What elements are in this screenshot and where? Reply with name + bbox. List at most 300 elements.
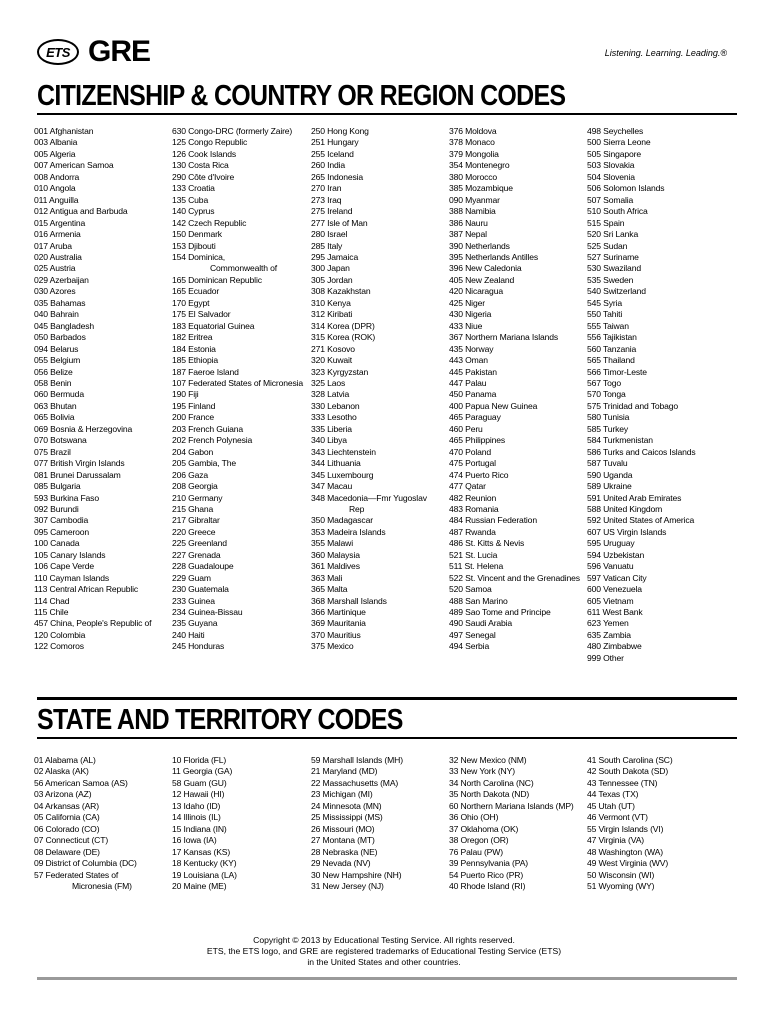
state-code-entry: Micronesia (FM) [72, 880, 132, 891]
country-code-entry: 335 Liberia [311, 423, 352, 434]
country-code-entry: 315 Korea (ROK) [311, 332, 376, 343]
country-code-entry: 175 El Salvador [172, 309, 231, 320]
country-code-entry: 085 Bulgaria [34, 481, 81, 492]
state-code-entry: 30 New Hampshire (NH) [311, 869, 402, 880]
country-code-entry: 122 Comoros [34, 641, 84, 652]
country-code-entry: 275 Ireland [311, 206, 353, 217]
country-code-entry: 008 Andorra [34, 171, 80, 182]
page-header [37, 36, 727, 72]
country-code-entry: 585 Turkey [587, 423, 629, 434]
country-code-entry: 465 Paraguay [449, 412, 501, 423]
country-code-entry: 075 Brazil [34, 446, 71, 457]
country-code-entry: 503 Slovakia [587, 160, 635, 171]
country-code-entry: 011 Anguilla [34, 194, 79, 205]
country-code-entry: 323 Kyrgyzstan [311, 366, 369, 377]
country-code-entry: 635 Zambia [587, 629, 631, 640]
country-code-entry: 487 Rwanda [449, 526, 496, 537]
country-code-entry: 325 Laos [311, 377, 346, 388]
country-code-entry: 113 Central African Republic [34, 584, 139, 595]
country-code-entry: 348 Macedonia—Fmr Yugoslav [311, 492, 427, 503]
country-code-entry: 280 Israel [311, 229, 348, 240]
country-code-entry: 430 Nigeria [449, 309, 492, 320]
country-code-entry: 450 Panama [449, 389, 497, 400]
state-code-entry: 02 Alaska (AK) [34, 766, 89, 777]
country-code-entry: 405 New Zealand [449, 274, 515, 285]
country-code-entry: 140 Cyprus [172, 206, 215, 217]
country-code-entry: 204 Gabon [172, 446, 214, 457]
country-column-2 [172, 126, 303, 653]
country-code-entry: 290 Côte d'Ivoire [172, 171, 235, 182]
country-code-entry: 255 Iceland [311, 148, 354, 159]
state-code-entry: 45 Utah (UT) [587, 800, 635, 811]
country-code-entry: 520 Samoa [449, 584, 492, 595]
country-code-entry: 575 Trinidad and Tobago [587, 400, 679, 411]
country-code-entry: 378 Monaco [449, 137, 495, 148]
country-code-entry: 012 Antigua and Barbuda [34, 206, 128, 217]
country-code-entry: 150 Denmark [172, 229, 222, 240]
country-code-entry: 350 Madagascar [311, 515, 373, 526]
country-code-entry: 025 Austria [34, 263, 76, 274]
country-code-entry: 110 Cayman Islands [34, 572, 110, 583]
copyright-footer [0, 935, 768, 968]
country-code-entry: 208 Georgia [172, 481, 218, 492]
state-code-entry: 35 North Dakota (ND) [449, 789, 530, 800]
country-code-entry: 015 Argentina [34, 217, 86, 228]
country-code-entry: 040 Bahrain [34, 309, 79, 320]
state-code-entry: 05 California (CA) [34, 812, 100, 823]
country-code-entry: 195 Finland [172, 400, 216, 411]
country-code-entry: 340 Libya [311, 435, 347, 446]
country-code-entry: 365 Malta [311, 584, 348, 595]
country-code-entry: 505 Singapore [587, 148, 641, 159]
country-code-entry: 058 Benin [34, 377, 72, 388]
country-code-entry: 588 United Kingdom [587, 503, 663, 514]
country-code-entry: 343 Liechtenstein [311, 446, 376, 457]
country-code-entry: 368 Marshall Islands [311, 595, 387, 606]
country-code-entry: 271 Kosovo [311, 343, 355, 354]
country-code-entry: 376 Moldova [449, 126, 497, 136]
state-code-entry: 48 Washington (WA) [587, 846, 663, 857]
state-code-entry: 60 Northern Mariana Islands (MP) [449, 800, 574, 811]
country-code-entry: 580 Tunisia [587, 412, 630, 423]
state-code-entry: 37 Oklahoma (OK) [449, 823, 519, 834]
country-code-entry: 165 Dominican Republic [172, 274, 262, 285]
country-code-entry: 567 Togo [587, 377, 622, 388]
country-code-entry: 050 Barbados [34, 332, 86, 343]
country-code-entry: 010 Angola [34, 183, 76, 194]
country-code-entry: 630 Congo-DRC (formerly Zaire) [172, 126, 293, 136]
country-section-title: CITIZENSHIP & COUNTRY OR REGION CODES [37, 80, 566, 112]
country-code-entry: 273 Iraq [311, 194, 342, 205]
country-code-entry: 504 Slovenia [587, 171, 635, 182]
country-code-entry: 190 Fiji [172, 389, 199, 400]
country-code-entry: 185 Ethiopia [172, 355, 218, 366]
country-code-entry: 227 Grenada [172, 549, 221, 560]
state-code-entry: 20 Maine (ME) [172, 880, 227, 891]
country-code-entry: 165 Ecuador [172, 286, 220, 297]
state-code-entry: 25 Mississippi (MS) [311, 812, 383, 823]
country-column-1 [34, 126, 151, 653]
country-code-entry: 535 Sweden [587, 274, 634, 285]
country-code-entry: 215 Ghana [172, 503, 214, 514]
country-code-entry: 260 India [311, 160, 346, 171]
country-code-entry: 090 Myanmar [449, 194, 500, 205]
state-section-title: STATE AND TERRITORY CODES [37, 704, 403, 736]
country-code-entry: 556 Tajikistan [587, 332, 637, 343]
country-code-entry: 570 Tonga [587, 389, 626, 400]
country-code-entry: 565 Thailand [587, 355, 635, 366]
country-code-entry: 265 Indonesia [311, 171, 364, 182]
state-code-entry: 29 Nevada (NV) [311, 858, 371, 869]
state-title-rule [37, 737, 737, 739]
country-code-entry: 126 Cook Islands [172, 148, 237, 159]
state-code-entry: 27 Montana (MT) [311, 835, 375, 846]
country-code-entry: 114 Chad [34, 595, 70, 606]
country-code-entry: 017 Aruba [34, 240, 72, 251]
country-code-entry: 435 Norway [449, 343, 494, 354]
country-code-entry: 125 Congo Republic [172, 137, 248, 148]
country-code-entry: 240 Haiti [172, 629, 205, 640]
trademark-line-2: in the United States and other countries. [307, 957, 461, 967]
country-code-entry: 443 Oman [449, 355, 488, 366]
country-code-entry: 361 Maldives [311, 561, 360, 572]
country-code-entry: 270 Iran [311, 183, 342, 194]
country-column-3 [311, 126, 427, 653]
country-code-entry: 170 Egypt [172, 297, 210, 308]
state-top-rule [37, 697, 737, 700]
ets-logo-text: ETS [46, 44, 70, 60]
country-code-entry: 056 Belize [34, 366, 73, 377]
state-code-entry: 46 Vermont (VT) [587, 812, 648, 823]
country-code-entry: 001 Afghanistan [34, 126, 94, 136]
state-code-entry: 10 Florida (FL) [172, 755, 227, 765]
state-code-entry: 40 Rhode Island (RI) [449, 880, 526, 891]
country-code-entry: 305 Jordan [311, 274, 353, 285]
country-code-entry: 344 Lithuania [311, 458, 361, 469]
country-code-entry: 363 Mali [311, 572, 343, 583]
state-code-entry: 06 Colorado (CO) [34, 823, 100, 834]
country-code-entry: 497 Senegal [449, 629, 496, 640]
state-code-entry: 38 Oregon (OR) [449, 835, 509, 846]
country-code-entry: 555 Taiwan [587, 320, 629, 331]
state-column-4 [449, 755, 574, 892]
country-code-entry: 070 Botswana [34, 435, 87, 446]
country-code-entry: 295 Jamaica [311, 251, 359, 262]
country-code-entry: 605 Vietnam [587, 595, 634, 606]
state-code-entry: 57 Federated States of [34, 869, 119, 880]
country-code-entry: 229 Guam [172, 572, 211, 583]
country-code-entry: 092 Burundi [34, 503, 79, 514]
country-code-entry: 460 Peru [449, 423, 483, 434]
country-code-entry: 228 Guadaloupe [172, 561, 234, 572]
country-code-entry: 611 West Bank [587, 607, 643, 618]
country-code-entry: 005 Algeria [34, 148, 76, 159]
country-code-entry: 220 Greece [172, 526, 216, 537]
country-code-entry: 142 Czech Republic [172, 217, 247, 228]
state-code-entry: 01 Alabama (AL) [34, 755, 96, 765]
bottom-rule [37, 977, 737, 980]
state-code-entry: 16 Iowa (IA) [172, 835, 217, 846]
country-code-entry: 210 Germany [172, 492, 223, 503]
country-code-entry: 094 Belarus [34, 343, 79, 354]
country-code-entry: 490 Saudi Arabia [449, 618, 513, 629]
country-code-entry: 457 China, People's Republic of [34, 618, 152, 629]
country-code-entry: 482 Reunion [449, 492, 497, 503]
country-code-entry: 081 Brunei Darussalam [34, 469, 121, 480]
state-code-entry: 18 Kentucky (KY) [172, 858, 237, 869]
country-code-entry: 217 Gibraltar [172, 515, 220, 526]
country-code-entry: 420 Nicaragua [449, 286, 503, 297]
state-code-entry: 41 South Carolina (SC) [587, 755, 673, 765]
country-code-entry: 065 Bolivia [34, 412, 75, 423]
country-code-entry: Commonwealth of [210, 263, 278, 274]
country-code-entry: 055 Belgium [34, 355, 81, 366]
country-code-entry: 380 Morocco [449, 171, 498, 182]
country-code-entry: 308 Kazakhstan [311, 286, 371, 297]
country-code-entry: 511 St. Helena [449, 561, 504, 572]
country-code-entry: 525 Sudan [587, 240, 628, 251]
country-code-entry: 586 Turks and Caicos Islands [587, 446, 696, 457]
country-code-entry: 550 Tahiti [587, 309, 623, 320]
country-code-entry: 312 Kiribati [311, 309, 353, 320]
state-column-2 [172, 755, 237, 892]
state-code-entry: 76 Palau (PW) [449, 846, 503, 857]
state-code-entry: 36 Ohio (OH) [449, 812, 499, 823]
country-code-entry: 234 Guinea-Bissau [172, 607, 243, 618]
country-code-entry: 623 Yemen [587, 618, 629, 629]
country-code-entry: 345 Luxembourg [311, 469, 374, 480]
country-code-entry: 016 Armenia [34, 229, 81, 240]
country-code-entry: 521 St. Lucia [449, 549, 498, 560]
country-code-entry: 355 Malawi [311, 538, 353, 549]
country-code-entry: 589 Ukraine [587, 481, 632, 492]
state-code-entry: 26 Missouri (MO) [311, 823, 375, 834]
country-code-entry: 360 Malaysia [311, 549, 360, 560]
country-code-entry: 375 Mexico [311, 641, 354, 652]
state-code-entry: 14 Illinois (IL) [172, 812, 221, 823]
country-code-entry: 522 St. Vincent and the Grenadines [449, 572, 580, 583]
country-code-entry: 474 Puerto Rico [449, 469, 509, 480]
country-code-entry: 187 Faeroe Island [172, 366, 239, 377]
country-code-entry: 354 Montenegro [449, 160, 510, 171]
state-code-entry: 51 Wyoming (WY) [587, 880, 655, 891]
country-code-entry: 607 US Virgin Islands [587, 526, 667, 537]
state-code-entry: 24 Minnesota (MN) [311, 800, 382, 811]
country-code-entry: 595 Uruguay [587, 538, 635, 549]
country-code-entry: 477 Qatar [449, 481, 486, 492]
country-code-entry: 035 Bahamas [34, 297, 86, 308]
country-code-entry: 488 San Marino [449, 595, 508, 606]
country-code-entry: 400 Papua New Guinea [449, 400, 538, 411]
country-code-entry: 597 Vatican City [587, 572, 647, 583]
country-code-entry: 445 Pakistan [449, 366, 497, 377]
country-code-entry: 480 Zimbabwe [587, 641, 642, 652]
country-code-entry: 500 Sierra Leone [587, 137, 651, 148]
country-code-entry: 594 Uzbekistan [587, 549, 645, 560]
country-code-entry: 591 United Arab Emirates [587, 492, 682, 503]
country-code-entry: 433 Niue [449, 320, 483, 331]
country-code-entry: 120 Colombia [34, 629, 86, 640]
country-code-entry: 314 Korea (DPR) [311, 320, 375, 331]
country-code-entry: 233 Guinea [172, 595, 215, 606]
country-code-entry: 133 Croatia [172, 183, 215, 194]
country-code-entry: 200 France [172, 412, 214, 423]
country-code-entry: 310 Kenya [311, 297, 351, 308]
country-code-entry: 285 Italy [311, 240, 343, 251]
country-code-entry: 507 Somalia [587, 194, 634, 205]
state-code-entry: 08 Delaware (DE) [34, 846, 100, 857]
state-code-entry: 12 Hawaii (HI) [172, 789, 225, 800]
state-code-entry: 50 Wisconsin (WI) [587, 869, 655, 880]
country-code-entry: 069 Bosnia & Herzegovina [34, 423, 133, 434]
country-code-entry: 230 Guatemala [172, 584, 229, 595]
country-code-entry: 465 Philippines [449, 435, 506, 446]
country-code-entry: 003 Albania [34, 137, 78, 148]
ets-logo-icon [37, 39, 79, 65]
country-code-entry: 328 Latvia [311, 389, 350, 400]
state-code-entry: 55 Virgin Islands (VI) [587, 823, 664, 834]
country-code-entry: 396 New Caledonia [449, 263, 522, 274]
country-code-entry: 379 Mongolia [449, 148, 499, 159]
country-code-entry: 494 Serbia [449, 641, 490, 652]
country-code-entry: 251 Hungary [311, 137, 359, 148]
country-code-entry: 489 Sao Tome and Principe [449, 607, 551, 618]
state-code-entry: 09 District of Columbia (DC) [34, 858, 137, 869]
country-code-entry: 506 Solomon Islands [587, 183, 665, 194]
country-code-entry: 366 Martinique [311, 607, 366, 618]
country-code-entry: 999 Other [587, 652, 624, 663]
country-code-entry: 202 French Polynesia [172, 435, 253, 446]
country-code-entry: 484 Russian Federation [449, 515, 537, 526]
country-code-entry: 527 Suriname [587, 251, 639, 262]
country-code-entry: 587 Tuvalu [587, 458, 628, 469]
country-code-entry: 486 St. Kitts & Nevis [449, 538, 525, 549]
country-code-entry: 385 Mozambique [449, 183, 513, 194]
state-column-5 [587, 755, 673, 892]
country-code-entry: 387 Nepal [449, 229, 487, 240]
state-code-entry: 22 Massachusetts (MA) [311, 777, 399, 788]
country-code-entry: 277 Isle of Man [311, 217, 368, 228]
state-code-entry: 49 West Virginia (WV) [587, 858, 669, 869]
country-code-entry: 182 Eritrea [172, 332, 213, 343]
country-code-entry: 245 Honduras [172, 641, 225, 652]
country-code-entry: 584 Turkmenistan [587, 435, 653, 446]
state-code-entry: 11 Georgia (GA) [172, 766, 233, 777]
state-code-entry: 42 South Dakota (SD) [587, 766, 669, 777]
state-code-entry: 13 Idaho (ID) [172, 800, 221, 811]
country-code-entry: 307 Cambodia [34, 515, 89, 526]
country-code-entry: 475 Portugal [449, 458, 496, 469]
country-code-entry: 130 Costa Rica [172, 160, 229, 171]
country-code-entry: 203 French Guiana [172, 423, 244, 434]
state-code-entry: 43 Tennessee (TN) [587, 777, 658, 788]
state-code-entry: 15 Indiana (IN) [172, 823, 227, 834]
state-code-entry: 23 Michigan (MI) [311, 789, 373, 800]
country-code-entry: 498 Seychelles [587, 126, 644, 136]
country-code-entry: 135 Cuba [172, 194, 209, 205]
state-code-entry: 54 Puerto Rico (PR) [449, 869, 524, 880]
country-code-entry: 183 Equatorial Guinea [172, 320, 255, 331]
state-code-entry: 28 Nebraska (NE) [311, 846, 378, 857]
country-code-entry: Rep [349, 503, 365, 514]
country-title-rule [37, 113, 737, 115]
country-code-entry: 515 Spain [587, 217, 625, 228]
country-code-entry: 045 Bangladesh [34, 320, 95, 331]
country-code-entry: 225 Greenland [172, 538, 227, 549]
country-code-entry: 063 Bhutan [34, 400, 77, 411]
country-code-entry: 530 Swaziland [587, 263, 641, 274]
state-code-entry: 59 Marshall Islands (MH) [311, 755, 403, 765]
country-code-entry: 540 Switzerland [587, 286, 646, 297]
country-code-entry: 030 Azores [34, 286, 76, 297]
country-code-entry: 029 Azerbaijan [34, 274, 89, 285]
state-code-entry: 17 Kansas (KS) [172, 846, 231, 857]
country-code-entry: 330 Lebanon [311, 400, 360, 411]
country-code-entry: 333 Lesotho [311, 412, 357, 423]
country-code-entry: 483 Romania [449, 503, 499, 514]
country-code-entry: 367 Northern Mariana Islands [449, 332, 559, 343]
country-code-entry: 300 Japan [311, 263, 350, 274]
ets-gre-logo [37, 36, 150, 68]
country-code-entry: 250 Hong Kong [311, 126, 369, 136]
state-code-entry: 04 Arkansas (AR) [34, 800, 99, 811]
country-code-entry: 007 American Samoa [34, 160, 114, 171]
state-column-1 [34, 755, 137, 892]
state-code-entry: 19 Louisiana (LA) [172, 869, 237, 880]
state-code-entry: 32 New Mexico (NM) [449, 755, 527, 765]
country-code-entry: 105 Canary Islands [34, 549, 106, 560]
country-code-entry: 154 Dominica, [172, 251, 225, 262]
country-code-entry: 395 Netherlands Antilles [449, 251, 539, 262]
country-code-entry: 106 Cape Verde [34, 561, 95, 572]
country-code-entry: 386 Nauru [449, 217, 488, 228]
country-code-entry: 206 Gaza [172, 469, 209, 480]
country-code-entry: 020 Australia [34, 251, 82, 262]
country-code-entry: 153 Djibouti [172, 240, 216, 251]
country-code-entry: 107 Federated States of Micronesia [172, 377, 304, 388]
state-code-entry: 58 Guam (GU) [172, 777, 227, 788]
country-code-entry: 077 British Virgin Islands [34, 458, 125, 469]
country-code-entry: 390 Netherlands [449, 240, 510, 251]
country-column-5 [587, 126, 696, 664]
country-code-entry: 184 Estonia [172, 343, 216, 354]
country-code-entry: 320 Kuwait [311, 355, 353, 366]
country-code-entry: 370 Mauritius [311, 629, 361, 640]
country-code-entry: 115 Chile [34, 607, 69, 618]
state-code-entry: 47 Virginia (VA) [587, 835, 644, 846]
state-code-entry: 39 Pennsylvania (PA) [449, 858, 529, 869]
country-code-entry: 590 Uganda [587, 469, 633, 480]
state-code-entry: 33 New York (NY) [449, 766, 515, 777]
country-code-entry: 545 Syria [587, 297, 622, 308]
country-code-entry: 510 South Africa [587, 206, 648, 217]
country-code-entry: 425 Niger [449, 297, 485, 308]
country-code-entry: 600 Venezuela [587, 584, 642, 595]
country-code-entry: 100 Canada [34, 538, 80, 549]
copyright-line: Copyright © 2013 by Educational Testing Service. All rights reserved. [253, 935, 515, 945]
state-code-entry: 07 Connecticut (CT) [34, 835, 109, 846]
country-code-entry: 560 Tanzania [587, 343, 637, 354]
country-code-entry: 447 Palau [449, 377, 487, 388]
gre-logo-text: GRE [88, 35, 151, 68]
country-code-entry: 060 Bermuda [34, 389, 84, 400]
country-column-4 [449, 126, 580, 653]
country-code-entry: 353 Madeira Islands [311, 526, 386, 537]
country-code-entry: 388 Namibia [449, 206, 496, 217]
country-code-entry: 470 Poland [449, 446, 491, 457]
country-code-entry: 235 Guyana [172, 618, 218, 629]
state-code-entry: 03 Arizona (AZ) [34, 789, 92, 800]
